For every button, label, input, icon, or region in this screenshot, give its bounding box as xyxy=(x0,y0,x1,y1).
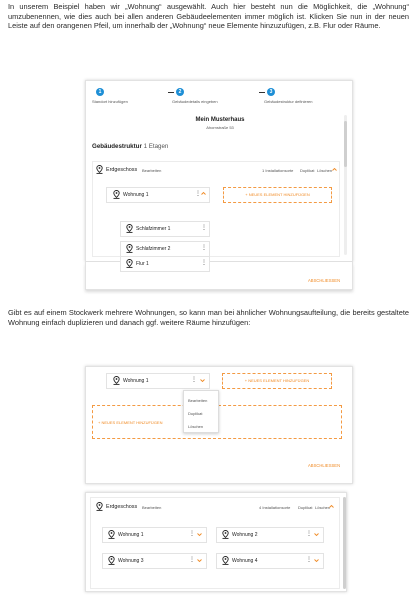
location-pin-icon xyxy=(113,190,120,199)
floor-installations: 1 Installationsorte xyxy=(262,168,294,173)
intro-paragraph: In unserem Beispiel haben wir „Wohnung“ ausgewählt. Auch hier besteht nun die Möglichkeit, die „Wohnung“ umzubenennen, wie dies auch bei allen anderen Gebäudeelementen immer möglich ist. Klicken Sie nun in der neuen Leiste auf den orangenen Pfeil, um innerhalb der „Wohnung“ neue Elemente hinzuzufügen, z.B. Flur oder Räume. xyxy=(8,2,409,31)
chevron-up-icon[interactable] xyxy=(329,504,334,509)
location-pin-icon xyxy=(126,259,133,268)
building-name: Mein Musterhaus xyxy=(195,117,245,123)
location-pin-icon xyxy=(96,165,103,174)
chevron-down-icon[interactable] xyxy=(200,378,205,383)
screenshot-structure xyxy=(85,80,353,262)
finish-button[interactable]: ABSCHLIESSEN xyxy=(308,463,341,468)
room-card[interactable] xyxy=(120,256,210,272)
floor-edit-link[interactable]: Bearbeiten xyxy=(142,168,162,173)
room-name: Schlafzimmer 1 xyxy=(136,226,171,232)
floor-name: Erdgeschoss xyxy=(106,504,138,510)
location-pin-icon xyxy=(126,244,133,253)
step-2-icon: 2 xyxy=(176,88,184,96)
kebab-menu-icon[interactable]: ⋮ xyxy=(189,557,195,563)
screenshot-structure-lower xyxy=(85,262,353,290)
step-1-label: Standort hinzufügen xyxy=(92,99,128,104)
step-separator xyxy=(168,92,174,93)
kebab-menu-icon[interactable]: ⋮ xyxy=(201,245,207,251)
context-menu xyxy=(183,390,219,433)
menu-item-duplicate[interactable]: Duplikat xyxy=(188,411,203,416)
scrollbar-thumb[interactable] xyxy=(344,121,347,167)
floor-count: 1 Etagen xyxy=(143,143,169,150)
location-pin-icon xyxy=(113,376,120,385)
location-pin-icon xyxy=(222,530,229,539)
apartment-name: Wohnung 2 xyxy=(232,532,258,538)
kebab-menu-icon[interactable]: ⋮ xyxy=(306,557,312,563)
location-pin-icon xyxy=(96,502,103,511)
location-pin-icon xyxy=(126,224,133,233)
menu-item-delete[interactable]: Löschen xyxy=(188,424,204,429)
floor-row[interactable] xyxy=(90,497,340,589)
step-separator xyxy=(259,92,265,93)
apartment-name: Wohnung 1 xyxy=(123,192,149,198)
structure-title xyxy=(92,143,168,150)
step-1-icon: 1 xyxy=(96,88,104,96)
apartment-name: Wohnung 1 xyxy=(123,378,149,384)
floor-name: Erdgeschoss xyxy=(106,167,138,173)
chevron-up-icon[interactable] xyxy=(201,191,206,196)
chevron-up-icon[interactable] xyxy=(332,167,337,172)
kebab-menu-icon[interactable]: ⋮ xyxy=(191,377,197,383)
chevron-down-icon[interactable] xyxy=(314,532,319,537)
location-pin-icon xyxy=(222,556,229,565)
kebab-menu-icon[interactable]: ⋮ xyxy=(201,225,207,231)
scrollbar-thumb[interactable] xyxy=(343,497,346,589)
floor-installations: 4 Installationsorte xyxy=(259,505,291,510)
structure-title-text: Gebäudestruktur xyxy=(92,143,142,150)
kebab-menu-icon[interactable]: ⋮ xyxy=(201,260,207,266)
floor-duplicate-link[interactable]: Duplikat xyxy=(300,168,315,173)
building-address: Ahornstraße 53 xyxy=(206,125,234,130)
room-name: Schlafzimmer 2 xyxy=(136,246,171,252)
apartment-name: Wohnung 4 xyxy=(232,558,258,564)
duplicate-paragraph: Gibt es auf einem Stockwerk mehrere Wohnungen, so kann man bei ähnlicher Wohnungsaufteilung, die bereits gestaltete Wohnung einfach duplizieren und danach ggf. weitere Räume hinzufügen: xyxy=(8,308,409,327)
screenshot-duplicated-apartments xyxy=(85,492,347,592)
floor-edit-link[interactable]: Bearbeiten xyxy=(142,505,162,510)
room-name: Flur 1 xyxy=(136,261,149,267)
floor-delete-link[interactable]: Löschen xyxy=(317,168,333,173)
finish-button[interactable]: ABSCHLIESSEN xyxy=(308,278,341,283)
step-3-icon: 3 xyxy=(267,88,275,96)
chevron-down-icon[interactable] xyxy=(314,558,319,563)
apartment-name: Wohnung 3 xyxy=(118,558,144,564)
kebab-menu-icon[interactable]: ⋮ xyxy=(195,191,201,197)
chevron-down-icon[interactable] xyxy=(197,532,202,537)
location-pin-icon xyxy=(108,530,115,539)
chevron-down-icon[interactable] xyxy=(197,558,202,563)
add-element-label: + NEUES ELEMENT HINZUFÜGEN xyxy=(98,420,163,425)
apartment-name: Wohnung 1 xyxy=(118,532,144,538)
step-3-label: Gebäudestruktur definieren xyxy=(264,99,313,104)
add-element-label: + NEUES ELEMENT HINZUFÜGEN xyxy=(245,192,310,197)
menu-item-edit[interactable]: Bearbeiten xyxy=(188,398,208,403)
step-2-label: Gebäudedetails eingeben xyxy=(172,99,218,104)
kebab-menu-icon[interactable]: ⋮ xyxy=(306,531,312,537)
screenshot-duplicate-menu xyxy=(85,366,353,484)
floor-delete-link[interactable]: Löschen xyxy=(315,505,331,510)
kebab-menu-icon[interactable]: ⋮ xyxy=(189,531,195,537)
floor-duplicate-link[interactable]: Duplikat xyxy=(298,505,313,510)
add-element-label: + NEUES ELEMENT HINZUFÜGEN xyxy=(244,378,310,383)
location-pin-icon xyxy=(108,556,115,565)
